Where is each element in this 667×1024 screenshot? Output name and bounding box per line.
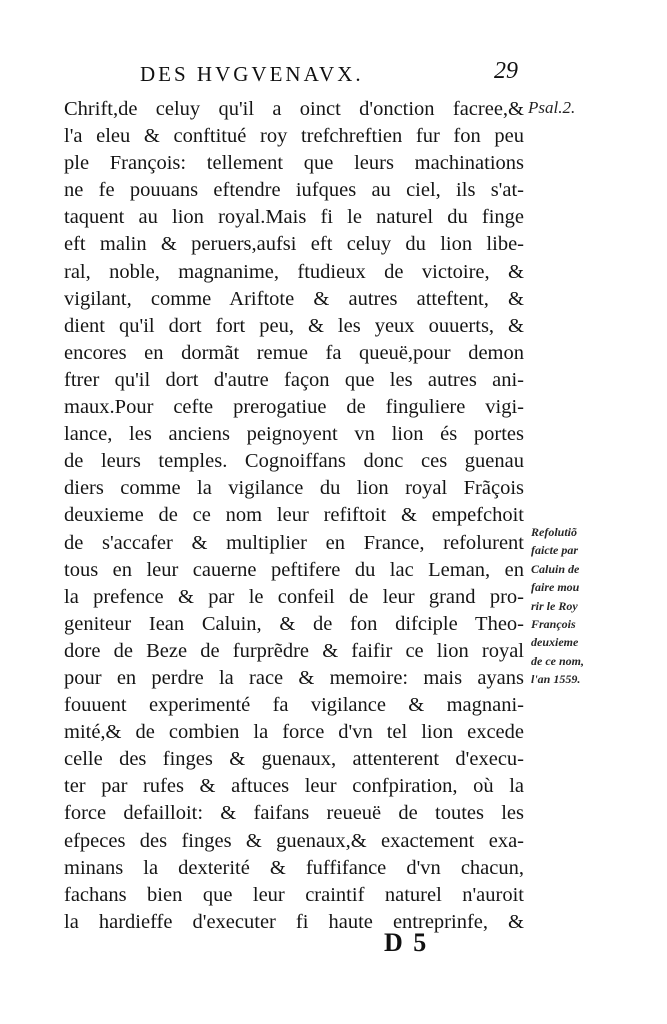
text-line: ter par rufes & aftuces leur confpiration, où la	[64, 775, 524, 798]
margin-note-line: l'an 1559.	[531, 672, 581, 687]
text-line: celle des finges & guenaux, attenterent d'execu-	[64, 748, 524, 771]
margin-reference: Psal.2.	[528, 98, 576, 117]
body-text	[64, 96, 524, 936]
text-line: lance, les anciens peignoyent vn lion és portes	[64, 423, 524, 446]
text-line: dore de Beze de furprẽdre & faifir ce lion royal	[64, 639, 524, 662]
text-line: l'a eleu & conftitué roy trefchreftien fur fon peu	[64, 125, 524, 148]
text-line: de s'accafer & multiplier en France, refolurent	[64, 531, 524, 554]
margin-note-line: rir le Roy	[531, 598, 578, 613]
text-line: efpeces des finges & guenaux,& exactement exa-	[64, 829, 524, 852]
text-line: ne fe pouuans eftendre iufques au ciel, ils s'at-	[64, 179, 524, 202]
text-line: fachans bien que leur craintif naturel n'auroit	[64, 883, 524, 906]
margin-note-line: Caluin de	[531, 561, 580, 576]
text-line: force defailloit: & faifans reueuë de toutes les	[64, 802, 524, 825]
text-line: de leurs temples. Cognoiffans donc ces guenau	[64, 450, 524, 473]
margin-note-line: deuxieme	[531, 635, 579, 650]
text-line: Chrift,de celuy qu'il a oinct d'onction facree,&	[64, 98, 524, 120]
text-line: tous en leur cauerne peftifere du lac Leman, en	[64, 558, 524, 581]
margin-note	[531, 523, 601, 689]
text-line: la hardieffe d'executer fi haute entreprinfe, &	[64, 910, 524, 933]
page-number: 29	[494, 58, 518, 84]
text-line: mité,& de combien la force d'vn tel lion excede	[64, 721, 524, 744]
text-line: pour en perdre la race & memoire: mais ayans	[64, 666, 524, 689]
text-line: ral, noble, magnanime, ftudieux de victoire, &	[64, 260, 524, 283]
text-line: maux.Pour cefte prerogatiue de finguliere vigi-	[64, 396, 524, 419]
text-line: taquent au lion royal.Mais fi le naturel du finge	[64, 206, 524, 229]
text-line: geniteur Iean Caluin, & de fon difciple Theo-	[64, 612, 524, 635]
running-head: DES HVGVENAVX.	[140, 62, 364, 86]
text-line: vigilant, comme Ariftote & autres atteftent, &	[64, 287, 524, 310]
margin-note-line: faire mou	[531, 580, 580, 595]
text-line: fouuent experimenté fa vigilance & magnani-	[64, 694, 524, 717]
text-line: ftrer qu'il dort d'autre façon que les autres ani-	[64, 368, 524, 391]
text-line: deuxieme de ce nom leur refiftoit & empefchoit	[64, 504, 524, 527]
text-line: eft malin & peruers,aufsi eft celuy du lion libe-	[64, 233, 524, 256]
margin-note-line: François	[531, 616, 576, 631]
margin-note-line: de ce nom,	[531, 653, 584, 668]
margin-note-line: Refolutiõ	[531, 525, 578, 539]
signature-mark: D 5	[384, 928, 429, 957]
text-line: ple François: tellement que leurs machinations	[64, 152, 524, 175]
text-line: la prefence & par le confeil de leur grand pro-	[64, 585, 524, 608]
text-line: encores en dormãt remue fa queuë,pour demon	[64, 341, 524, 364]
text-line: dient qu'il dort fort peu, & les yeux ouuerts, &	[64, 314, 524, 337]
margin-note-line: faicte par	[531, 543, 578, 558]
text-line: diers comme la vigilance du lion royal Frãçois	[64, 477, 524, 500]
text-line: minans la dexterité & fuffifance d'vn chacun,	[64, 856, 524, 879]
